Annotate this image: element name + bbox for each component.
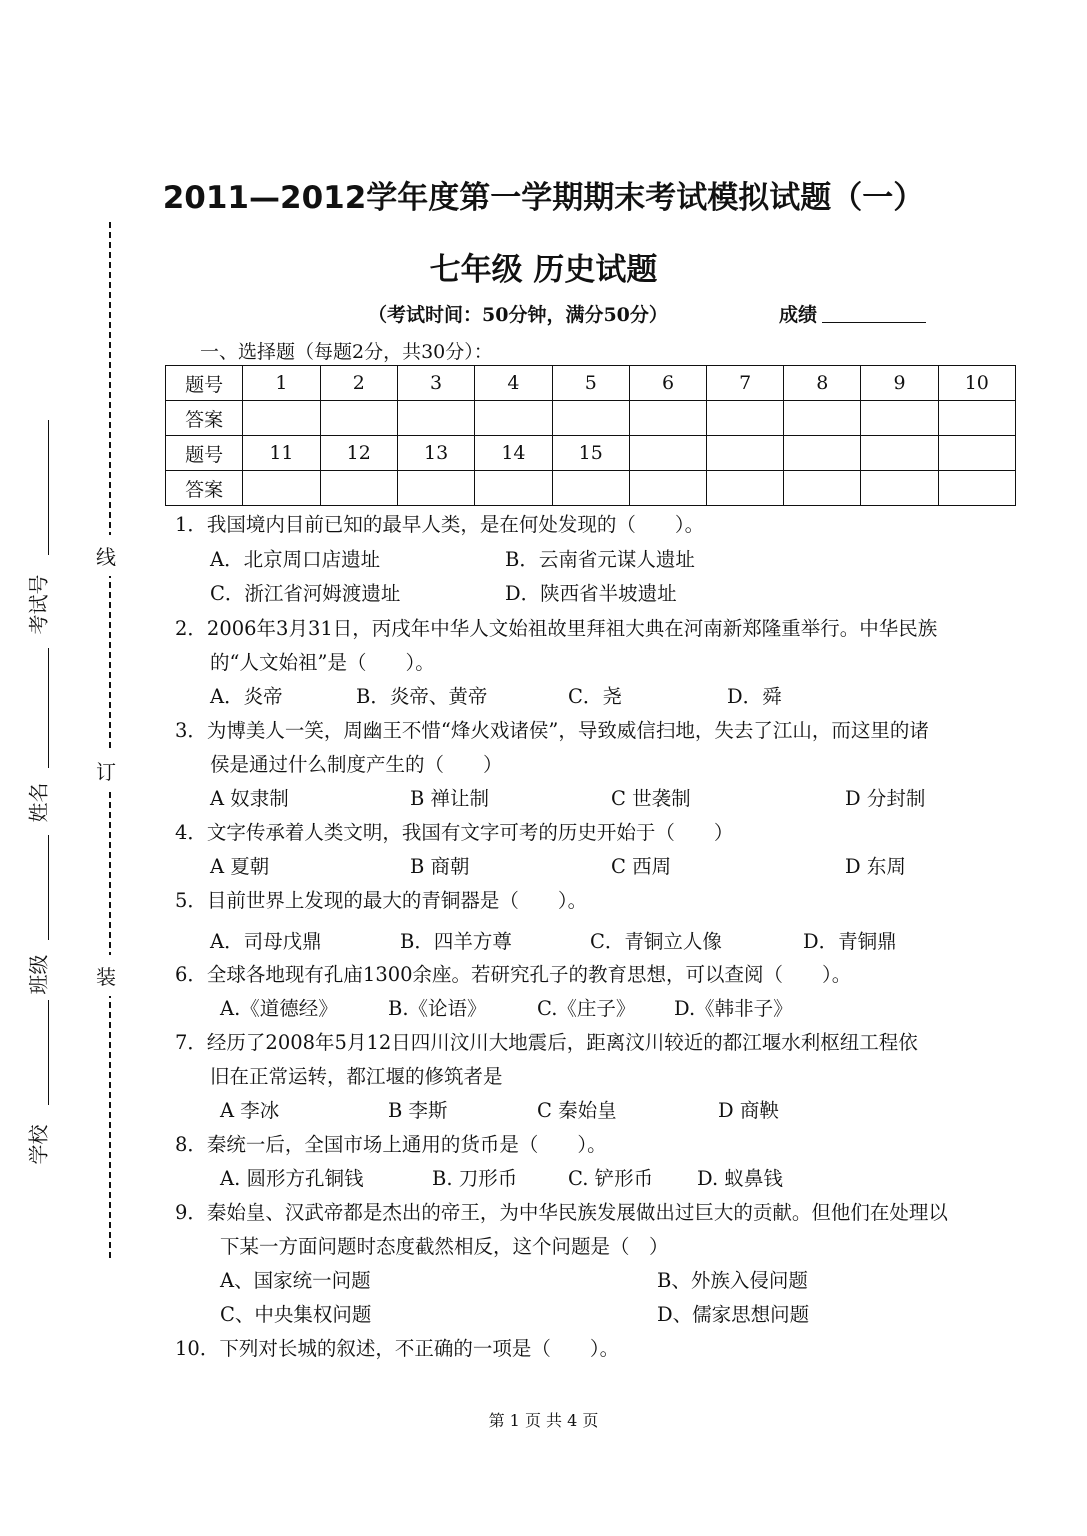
answer-cell[interactable] — [629, 471, 706, 506]
answer-cell[interactable] — [475, 471, 552, 506]
question-number-cell: 13 — [397, 436, 474, 471]
answer-cell[interactable] — [707, 401, 784, 436]
question-9-stem-line-2: 下某一方面问题时态度截然相反，这个问题是（ ） — [220, 1235, 669, 1258]
question-7-stem-line-1: 7．经历了2008年5月12日四川汶川大地震后，距离汶川较近的都江堰水利枢纽工程依 — [175, 1031, 918, 1054]
answer-cell[interactable] — [552, 471, 629, 506]
question-5-option-c: C．青铜立人像 — [590, 930, 722, 953]
question-8-option-d: D. 蚁鼻钱 — [697, 1167, 783, 1190]
question-number-cell: 3 — [397, 366, 474, 401]
question-number-cell — [938, 436, 1015, 471]
question-3-option-c: C 世袭制 — [611, 787, 691, 810]
question-2-stem-line-1: 2．2006年3月31日，丙戌年中华人文始祖故里拜祖大典在河南新郑隆重举行。中华民族 — [175, 617, 938, 640]
question-number-cell: 9 — [861, 366, 938, 401]
exam-subtitle: 七年级 历史试题 — [429, 252, 658, 288]
question-8-option-b: B. 刀形币 — [432, 1167, 518, 1190]
question-6-option-a: A.《道德经》 — [220, 997, 338, 1020]
score-blank-line — [822, 322, 926, 323]
page-number: 第 1 页 共 4 页 — [488, 1411, 599, 1430]
question-number-cell: 14 — [475, 436, 552, 471]
question-9-stem-line-1: 9．秦始皇、汉武帝都是杰出的帝王，为中华民族发展做出过巨大的贡献。但他们在处理以 — [175, 1201, 948, 1224]
school-label: 学校 — [26, 1124, 51, 1165]
question-8-stem: 8．秦统一后，全国市场上通用的货币是（ ）。 — [175, 1133, 607, 1156]
class-blank[interactable] — [48, 835, 49, 940]
answer-cell[interactable] — [552, 401, 629, 436]
answer-cell[interactable] — [629, 401, 706, 436]
answer-cell[interactable] — [938, 401, 1015, 436]
binding-word-bind: 装 — [96, 955, 116, 996]
question-number-cell: 11 — [243, 436, 320, 471]
question-9-option-b: B、外族入侵问题 — [657, 1269, 808, 1292]
question-5-option-b: B．四羊方尊 — [400, 930, 512, 953]
question-number-cell: 5 — [552, 366, 629, 401]
row-label: 题号 — [166, 436, 243, 471]
exam-title: 2011—2012学年度第一学期期末考试模拟试题（一） — [162, 180, 925, 216]
question-8-option-c: C. 铲形币 — [568, 1167, 654, 1190]
question-5-option-a: A．司母戊鼎 — [210, 930, 322, 953]
question-2-option-d: D．舜 — [727, 685, 782, 708]
answer-cell[interactable] — [397, 401, 474, 436]
binding-word-line: 线 — [96, 535, 116, 576]
question-number-cell: 15 — [552, 436, 629, 471]
row-label: 答案 — [166, 471, 243, 506]
exam-number-blank[interactable] — [48, 420, 49, 555]
question-4-option-b: B 商朝 — [410, 855, 470, 878]
question-number-cell — [707, 436, 784, 471]
question-10-stem: 10．下列对长城的叙述，不正确的一项是（ ）。 — [175, 1337, 620, 1360]
question-number-cell: 2 — [320, 366, 397, 401]
question-2-option-a: A．炎帝 — [210, 685, 283, 708]
question-number-cell — [784, 436, 861, 471]
question-1-option-a: A．北京周口店遗址 — [210, 548, 381, 571]
answer-table — [165, 365, 1016, 506]
name-blank[interactable] — [48, 648, 49, 768]
question-3-option-a: A 奴隶制 — [210, 787, 289, 810]
answer-cell[interactable] — [861, 401, 938, 436]
question-1-option-c: C．浙江省河姆渡遗址 — [210, 582, 401, 605]
answer-cell[interactable] — [243, 471, 320, 506]
question-6-option-b: B.《论语》 — [388, 997, 487, 1020]
answer-cell[interactable] — [475, 401, 552, 436]
answer-cell[interactable] — [784, 471, 861, 506]
question-number-cell: 4 — [475, 366, 552, 401]
question-4-option-a: A 夏朝 — [210, 855, 270, 878]
answer-cell[interactable] — [243, 401, 320, 436]
question-9-option-c: C、中央集权问题 — [220, 1303, 372, 1326]
question-1-option-b: B．云南省元谋人遗址 — [505, 548, 695, 571]
table-row — [166, 471, 1016, 506]
answer-cell[interactable] — [938, 471, 1015, 506]
row-label: 答案 — [166, 401, 243, 436]
question-4-option-d: D 东周 — [845, 855, 906, 878]
answer-cell[interactable] — [397, 471, 474, 506]
question-number-cell: 6 — [629, 366, 706, 401]
question-number-cell: 7 — [707, 366, 784, 401]
question-number-cell — [861, 436, 938, 471]
question-6-option-c: C.《庄子》 — [537, 997, 636, 1020]
question-9-option-a: A、国家统一问题 — [220, 1269, 371, 1292]
table-row — [166, 366, 1016, 401]
answer-cell[interactable] — [784, 401, 861, 436]
question-7-stem-line-2: 旧在正常运转，都江堰的修筑者是 — [210, 1065, 503, 1088]
question-7-option-b: B 李斯 — [388, 1099, 448, 1122]
question-5-stem: 5．目前世界上发现的最大的青铜器是（ ）。 — [175, 889, 588, 912]
question-2-option-b: B．炎帝、黄帝 — [356, 685, 488, 708]
question-8-option-a: A. 圆形方孔铜钱 — [220, 1167, 364, 1190]
row-label: 题号 — [166, 366, 243, 401]
class-label: 班级 — [26, 954, 51, 995]
question-7-option-d: D 商鞅 — [718, 1099, 779, 1122]
exam-time-info: （考试时间：50分钟，满分50分） — [368, 304, 668, 326]
question-1-option-d: D．陕西省半坡遗址 — [505, 582, 677, 605]
name-label: 姓名 — [26, 782, 51, 823]
question-number-cell: 10 — [938, 366, 1015, 401]
question-7-option-c: C 秦始皇 — [537, 1099, 617, 1122]
answer-cell[interactable] — [861, 471, 938, 506]
question-7-option-a: A 李冰 — [220, 1099, 280, 1122]
section-title: 一、选择题（每题2分，共30分）： — [200, 341, 493, 363]
question-3-option-b: B 禅让制 — [410, 787, 490, 810]
answer-cell[interactable] — [320, 471, 397, 506]
question-3-stem-line-2: 侯是通过什么制度产生的（ ） — [210, 753, 503, 776]
question-9-option-d: D、儒家思想问题 — [657, 1303, 810, 1326]
question-5-option-d: D．青铜鼎 — [803, 930, 897, 953]
question-number-cell: 12 — [320, 436, 397, 471]
question-2-stem-line-2: 的“人文始祖”是（ ）。 — [210, 651, 435, 674]
question-1-stem: 1．我国境内目前已知的最早人类，是在何处发现的（ ）。 — [175, 513, 705, 536]
table-row — [166, 401, 1016, 436]
answer-cell[interactable] — [320, 401, 397, 436]
question-4-stem: 4．文字传承着人类文明，我国有文字可考的历史开始于（ ） — [175, 821, 734, 844]
question-3-stem-line-1: 3．为博美人一笑，周幽王不惜“烽火戏诸侯”，导致威信扫地，失去了江山，而这里的诸 — [175, 719, 929, 742]
question-2-option-c: C．尧 — [568, 685, 622, 708]
table-row — [166, 436, 1016, 471]
question-4-option-c: C 西周 — [611, 855, 672, 878]
question-number-cell: 8 — [784, 366, 861, 401]
question-6-option-d: D.《韩非子》 — [674, 997, 793, 1020]
question-number-cell: 1 — [243, 366, 320, 401]
score-label: 成绩 — [779, 304, 818, 326]
question-3-option-d: D 分封制 — [845, 787, 926, 810]
exam-number-label: 考试号 — [26, 574, 51, 635]
question-number-cell — [629, 436, 706, 471]
question-6-stem: 6．全球各地现有孔庙1300余座。若研究孔子的教育思想，可以查阅（ ）。 — [175, 963, 852, 986]
binding-dashed-line — [109, 222, 111, 1258]
answer-cell[interactable] — [707, 471, 784, 506]
school-blank[interactable] — [48, 1000, 49, 1105]
binding-word-order: 订 — [96, 750, 116, 791]
